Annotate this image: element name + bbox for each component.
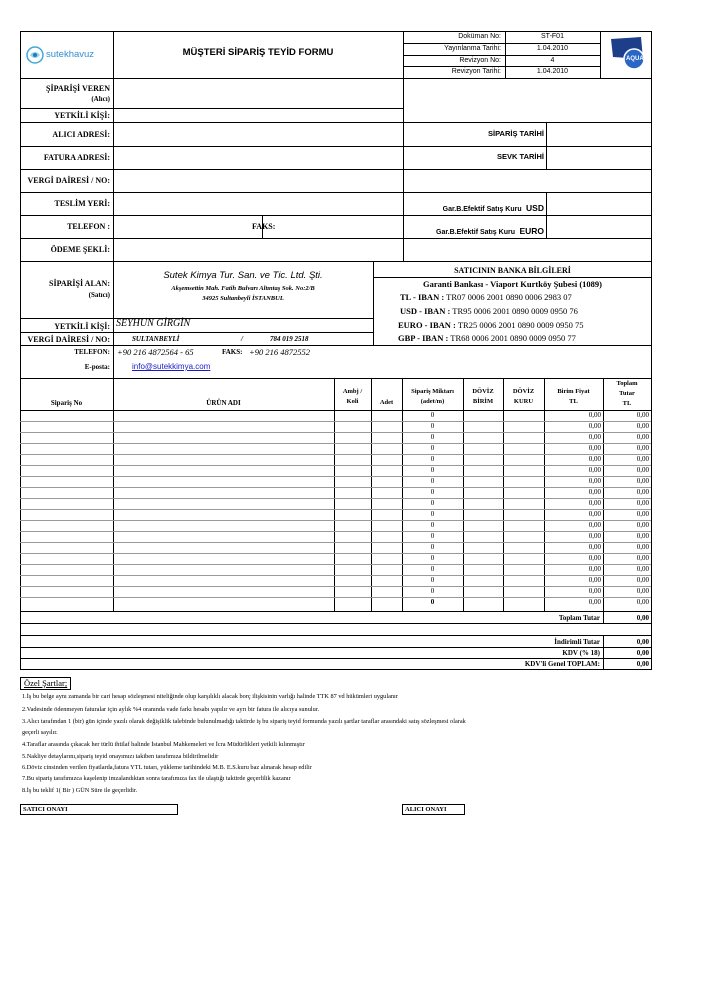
iban-row-tl: TL - IBAN : TR07 0006 2001 0890 0006 2983 07 bbox=[400, 292, 572, 302]
row-miktar: 0 bbox=[430, 499, 435, 507]
condition-3b: geçerli sayılır. bbox=[22, 729, 58, 736]
row-birim-fiyat: 0,00 bbox=[588, 411, 601, 419]
header-miktar: Sipariş Miktarı (adet/m) bbox=[411, 388, 454, 405]
table-row bbox=[0, 575, 707, 586]
row-toplam: 0,00 bbox=[636, 543, 649, 551]
table-row bbox=[0, 586, 707, 597]
header-adet: Adet bbox=[379, 399, 394, 406]
row-miktar: 0 bbox=[430, 422, 435, 430]
meta-label-doc-no: Doküman No: bbox=[458, 33, 501, 40]
row-miktar: 0 bbox=[430, 587, 435, 595]
table-row bbox=[0, 498, 707, 509]
row-miktar: 0 bbox=[430, 565, 435, 573]
header-birim-fiyat: Birim Fiyat TL bbox=[557, 388, 590, 405]
seller-vergi-sep: / bbox=[241, 335, 243, 343]
seller-vergi-no: 784 019 2518 bbox=[270, 335, 309, 343]
meta-label-publish-date: Yayınlanma Tarihi: bbox=[444, 45, 501, 52]
row-birim-fiyat: 0,00 bbox=[588, 433, 601, 441]
seller-vergi-label: VERGİ DAİRESİ / NO: bbox=[27, 335, 110, 344]
row-toplam: 0,00 bbox=[636, 488, 649, 496]
row-birim-fiyat: 0,00 bbox=[588, 543, 601, 551]
table-row bbox=[0, 542, 707, 553]
meta-value-doc-no: ST-F01 bbox=[541, 33, 564, 40]
table-row bbox=[0, 476, 707, 487]
row-birim-fiyat: 0,00 bbox=[588, 422, 601, 430]
telefon-label: TELEFON : bbox=[67, 222, 110, 231]
row-toplam: 0,00 bbox=[636, 422, 649, 430]
fatura-adresi-label: FATURA ADRESİ: bbox=[43, 153, 110, 162]
table-row bbox=[0, 487, 707, 498]
row-toplam: 0,00 bbox=[636, 510, 649, 518]
row-toplam: 0,00 bbox=[636, 576, 649, 584]
row-miktar: 0 bbox=[430, 411, 435, 419]
alici-adresi-label: ALICI ADRESİ: bbox=[52, 130, 110, 139]
row-birim-fiyat: 0,00 bbox=[588, 532, 601, 540]
aqua-logo-icon bbox=[607, 33, 647, 75]
row-toplam: 0,00 bbox=[636, 587, 649, 595]
satici-onayi-box: SATICI ONAYI bbox=[20, 804, 178, 815]
header-urun-adi: ÜRÜN ADI bbox=[206, 399, 241, 407]
condition-4: 4.Taraflar arasında çıkacak her türlü ihtilaf halinde İstanbul Mahkemeleri ve İcra Müdürlikleri yetkili kılınmıştır bbox=[22, 741, 305, 748]
genel-toplam-value: 0,00 bbox=[636, 660, 649, 668]
iban-row-euro: EURO - IBAN : TR25 0006 2001 0890 0009 0950 75 bbox=[398, 320, 584, 330]
teslim-yeri-label: TESLİM YERİ: bbox=[54, 199, 110, 208]
meta-value-revision-no: 4 bbox=[550, 57, 555, 64]
genel-toplam-label: KDV'li Genel TOPLAM: bbox=[524, 660, 600, 668]
row-birim-fiyat: 0,00 bbox=[588, 466, 601, 474]
row-birim-fiyat: 0,00 bbox=[588, 565, 601, 573]
row-birim-fiyat: 0,00 bbox=[588, 444, 601, 452]
seller-address-2: 34925 Sultanbeyli İSTANBUL bbox=[202, 295, 284, 302]
company-logo bbox=[26, 44, 110, 66]
seller-yetkili-label: YETKİLİ KİŞİ: bbox=[54, 322, 110, 331]
row-miktar: 0 bbox=[430, 554, 435, 562]
row-miktar: 0 bbox=[430, 543, 435, 551]
aqua-logo-text: AQUA bbox=[626, 56, 644, 62]
seller-address-1: Akşemsettin Mah. Fatih Bulvarı Altıntaş Sok. No:2/B bbox=[171, 285, 315, 292]
seller-eposta-link[interactable]: info@sutekkimya.com bbox=[132, 362, 211, 371]
header-doviz-birim: DÖVİZ BİRİM bbox=[472, 388, 494, 405]
table-row bbox=[0, 531, 707, 542]
row-birim-fiyat: 0,00 bbox=[588, 598, 601, 606]
row-toplam: 0,00 bbox=[636, 565, 649, 573]
row-miktar: 0 bbox=[430, 455, 435, 463]
row-miktar: 0 bbox=[430, 576, 435, 584]
row-toplam: 0,00 bbox=[636, 521, 649, 529]
table-row bbox=[0, 432, 707, 443]
table-row bbox=[0, 421, 707, 432]
alici-onayi-box: ALICI ONAYI bbox=[402, 804, 465, 815]
indirimli-value: 0,00 bbox=[636, 638, 649, 646]
table-row bbox=[0, 509, 707, 520]
row-miktar: 0 bbox=[430, 532, 435, 540]
row-birim-fiyat: 0,00 bbox=[588, 576, 601, 584]
row-birim-fiyat: 0,00 bbox=[588, 554, 601, 562]
siparisi-alan-label: SİPARİŞİ ALAN: bbox=[49, 279, 110, 288]
toplam-tutar-value: 0,00 bbox=[636, 614, 649, 622]
siparis-tarihi-label: SİPARİŞ TARİHİ bbox=[488, 129, 544, 138]
seller-company: Sutek Kimya Tur. San. ve Tic. Ltd. Şti. bbox=[163, 270, 323, 281]
toplam-tutar-label: Toplam Tutar bbox=[558, 614, 600, 622]
row-miktar: 0 bbox=[430, 477, 435, 485]
swirl-logo-icon bbox=[26, 46, 44, 64]
row-miktar: 0 bbox=[430, 466, 435, 474]
row-toplam: 0,00 bbox=[636, 444, 649, 452]
seller-vergi-dairesi: SULTANBEYLİ bbox=[132, 335, 180, 343]
condition-5: 5.Nakliye detaylarını,sipariş teyid onayımızı takiben tarafımıza bildirilmelidir bbox=[22, 753, 219, 760]
table-row bbox=[0, 564, 707, 575]
iban-row-gbp: GBP - IBAN : TR68 0006 2001 0890 0009 0950 77 bbox=[398, 333, 576, 343]
row-birim-fiyat: 0,00 bbox=[588, 510, 601, 518]
header-doviz-kuru: DÖVİZ KURU bbox=[512, 388, 535, 405]
kur-euro-label: Gar.B.Efektif Satış Kuru EURO bbox=[436, 226, 544, 236]
header-siparis-no: Sipariş No bbox=[50, 399, 83, 407]
row-birim-fiyat: 0,00 bbox=[588, 499, 601, 507]
row-birim-fiyat: 0,00 bbox=[588, 477, 601, 485]
meta-label-revision-no: Revizyon No: bbox=[459, 57, 501, 64]
sevk-tarihi-label: SEVK TARİHİ bbox=[497, 152, 544, 161]
row-birim-fiyat: 0,00 bbox=[588, 587, 601, 595]
header-ambj: Ambj / Koli bbox=[342, 388, 363, 405]
seller-eposta-label: E-posta: bbox=[84, 363, 110, 371]
row-toplam: 0,00 bbox=[636, 598, 649, 606]
seller-faks-label: FAKS: bbox=[222, 348, 243, 356]
table-row bbox=[0, 454, 707, 465]
meta-value-publish-date: 1.04.2010 bbox=[536, 45, 569, 52]
row-miktar: 0 bbox=[430, 444, 435, 452]
meta-value-revision-date: 1.04.2010 bbox=[536, 68, 569, 75]
table-row bbox=[0, 597, 707, 608]
form-title: MÜŞTERİ SİPARİŞ TEYİD FORMU bbox=[182, 47, 334, 58]
header-toplam: Toplam Tutar TL bbox=[616, 380, 638, 407]
logo-text: sutekhavuz bbox=[46, 49, 95, 60]
yetkili-kisi-label: YETKİLİ KİŞİ: bbox=[54, 111, 110, 120]
condition-1: 1.İş bu belge aynı zamanda bir cari hesap sözleşmesi niteliğinde olup karşılıklı alacak borç ilişkisinin varlığı halinde TTK 87 vd hükümleri uygulanır bbox=[22, 693, 398, 700]
seller-telefon-label: TELEFON: bbox=[74, 348, 110, 356]
row-toplam: 0,00 bbox=[636, 433, 649, 441]
conditions-title: Özel Şartlar; bbox=[20, 677, 71, 690]
alici-label: (Alıcı) bbox=[91, 95, 110, 103]
row-toplam: 0,00 bbox=[636, 532, 649, 540]
condition-7: 7.Bu sipariş tarafımızca kaşelenip imzalandıktan sonra tarafımıza fax ile ulaştığı taktirde geçerlilik kazanır bbox=[22, 775, 291, 782]
table-row bbox=[0, 410, 707, 421]
row-birim-fiyat: 0,00 bbox=[588, 521, 601, 529]
condition-2: 2.Vadesinde ödenmeyen faturalar için aylık %4 oranında vade farkı hesabı yapılır ve ayrı bir fatura ile alıcıya sunulur. bbox=[22, 706, 320, 713]
kur-usd-label: Gar.B.Efektif Satış Kuru USD bbox=[442, 203, 544, 213]
bank-branch: Garanti Bankası - Viaport Kurtköy Şubesi (1089) bbox=[423, 279, 602, 289]
condition-8: 8.İş bu teklif 1( Bir ) GÜN Süre ile geçerlidir. bbox=[22, 787, 138, 794]
row-miktar: 0 bbox=[430, 598, 435, 606]
kdv-value: 0,00 bbox=[636, 649, 649, 657]
row-birim-fiyat: 0,00 bbox=[588, 488, 601, 496]
table-row bbox=[0, 443, 707, 454]
row-miktar: 0 bbox=[430, 510, 435, 518]
row-miktar: 0 bbox=[430, 521, 435, 529]
table-row bbox=[0, 465, 707, 476]
vergi-dairesi-label: VERGİ DAİRESİ / NO: bbox=[27, 176, 110, 185]
seller-yetkili-value: SEYHUN GİRGİN bbox=[116, 318, 191, 329]
row-miktar: 0 bbox=[430, 488, 435, 496]
row-toplam: 0,00 bbox=[636, 466, 649, 474]
seller-telefon-value: +90 216 4872564 - 65 bbox=[117, 347, 194, 357]
row-toplam: 0,00 bbox=[636, 477, 649, 485]
faks-label: FAKS: bbox=[252, 222, 276, 231]
table-row bbox=[0, 520, 707, 531]
iban-row-usd: USD - IBAN : TR95 0006 2001 0890 0009 0950 76 bbox=[400, 306, 578, 316]
odeme-sekli-label: ÖDEME ŞEKLİ: bbox=[50, 245, 110, 254]
kdv-label: KDV (% 18) bbox=[562, 649, 600, 657]
aqua-logo bbox=[607, 33, 647, 75]
condition-6: 6.Döviz cinsinden verilen fiyatlarda,fatura YTL tutarı, yükleme tarihindeki M.B. E.S.kuru baz alınarak hesap edilir bbox=[22, 764, 312, 771]
row-birim-fiyat: 0,00 bbox=[588, 455, 601, 463]
condition-3: 3.Alıcı tarafından 1 (bir) gün içinde yazılı olarak değişiklik talebinde bulunulmadığı taktirde iş bu sipariş teyid formunda yazılı şartlar taraflar arasındaki satış sözleşmesi olarak bbox=[22, 718, 466, 725]
row-toplam: 0,00 bbox=[636, 455, 649, 463]
satici-label: (Satıcı) bbox=[88, 291, 110, 299]
siparisi-veren-label: ŞİPARİŞİ VEREN bbox=[46, 84, 110, 93]
seller-faks-value: +90 216 4872552 bbox=[249, 347, 310, 357]
row-toplam: 0,00 bbox=[636, 411, 649, 419]
table-row bbox=[0, 553, 707, 564]
row-toplam: 0,00 bbox=[636, 499, 649, 507]
bank-title: SATICININ BANKA BİLGİLERİ bbox=[454, 266, 571, 275]
indirimli-label: İndirimli Tutar bbox=[554, 638, 600, 646]
meta-label-revision-date: Revizyon Tarihi: bbox=[451, 68, 501, 75]
row-miktar: 0 bbox=[430, 433, 435, 441]
row-toplam: 0,00 bbox=[636, 554, 649, 562]
